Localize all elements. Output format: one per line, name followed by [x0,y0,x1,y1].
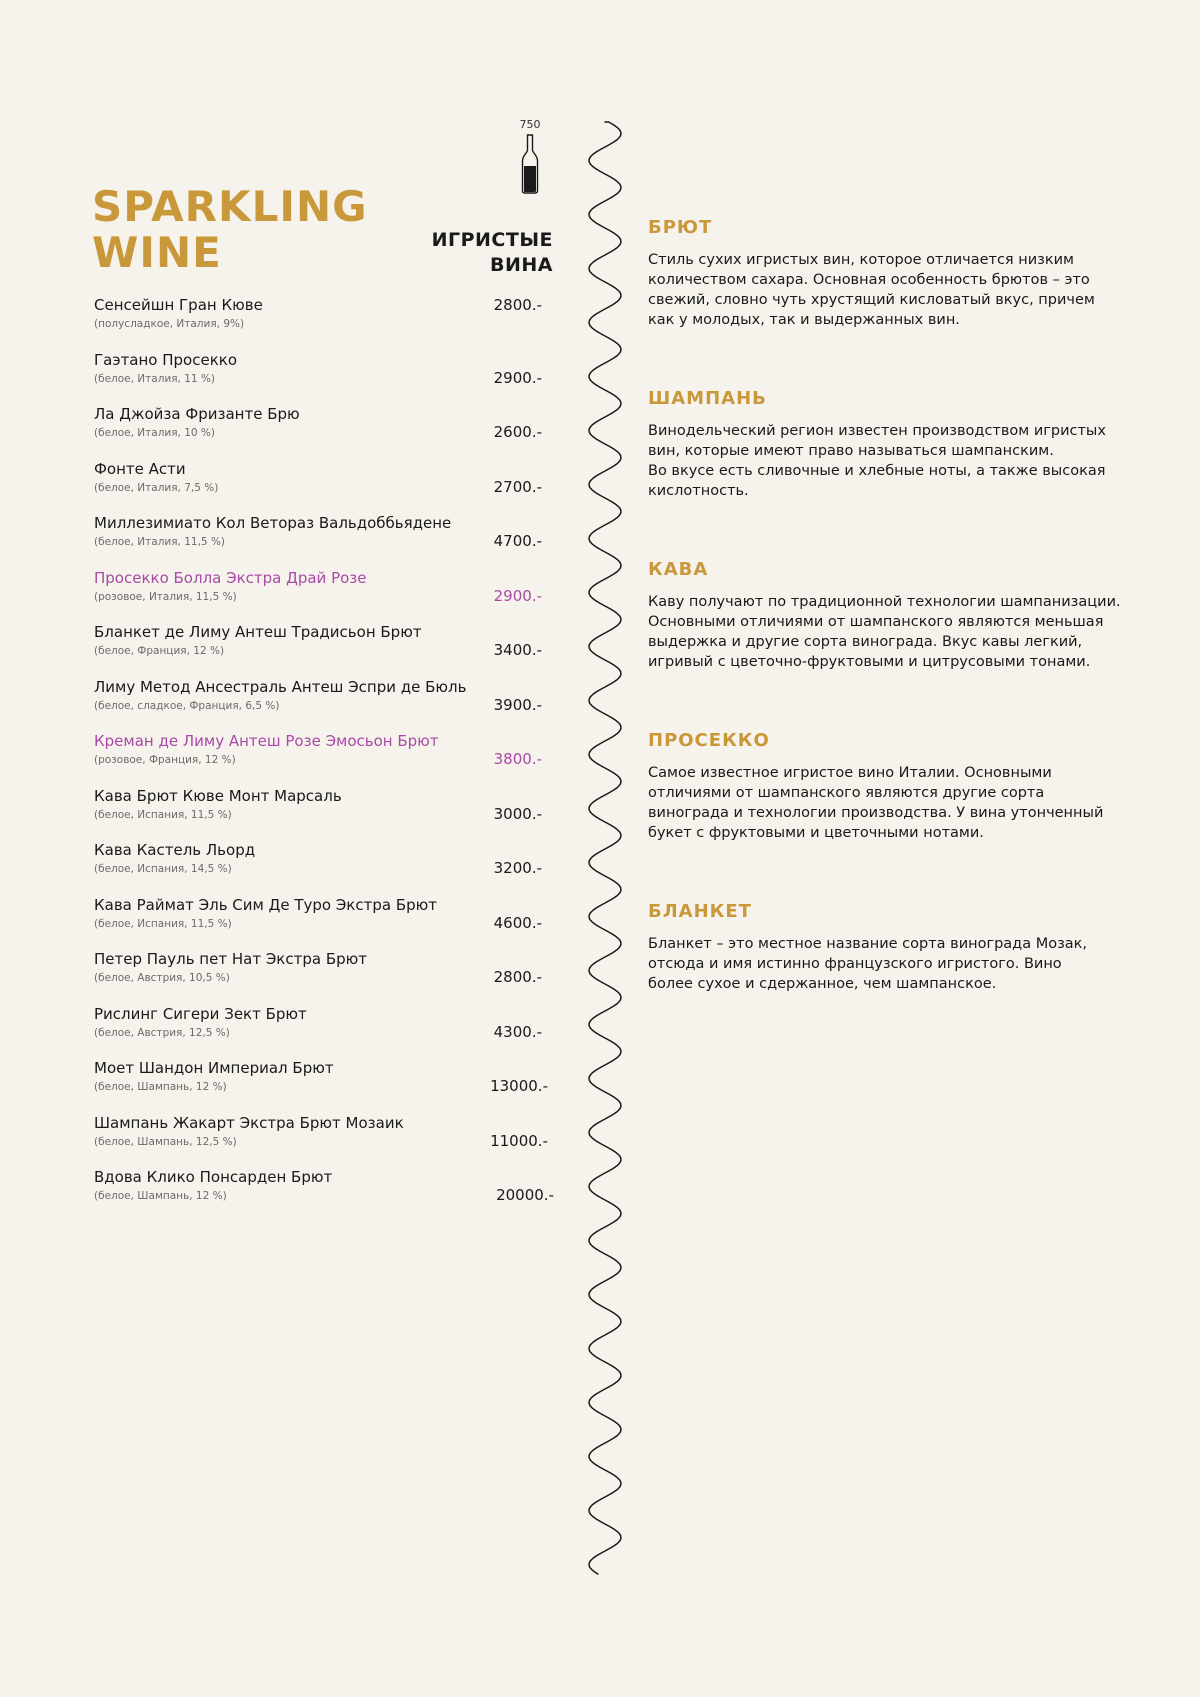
wine-name: Шампань Жакарт Экстра Брют Мозаик [94,1113,404,1132]
wine-price: 2900.- [493,586,542,605]
wine-details: (белое, Италия, 11 %) [94,372,216,385]
description-line: вин, которые имеют право называться шампанским. [648,443,1054,459]
section-description [648,592,1138,672]
wine-details: (полусладкое, Италия, 9%) [94,318,245,330]
section-title: ШАМПАНЬ [648,388,767,409]
wine-item [94,1114,564,1169]
description-line: винограда и технологии производства. У вина утонченный [648,805,1104,821]
section-title: БРЮТ [648,217,713,238]
wine-item [94,405,564,460]
wine-details: (белое, Австрия, 12,5 %) [94,1026,230,1039]
wine-details: (белое, Испания, 14,5 %) [94,863,232,875]
wine-item [94,1168,564,1223]
section-description [648,421,1138,501]
description-line: кислотность. [648,483,749,499]
section-champagne [648,387,1138,501]
wine-details: (белое, Италия, 11,5 %) [94,536,226,548]
wine-price: 4300.- [493,1022,542,1041]
wine-name: Вдова Клико Понсарден Брют [94,1168,333,1186]
wine-name: Кава Брют Кюве Монт Марсаль [94,786,342,805]
wine-price: 4700.- [493,532,542,550]
wine-name: Сенсейшн Гран Кюве [94,296,263,314]
section-blanquette [648,900,1138,994]
wine-price: 11000.- [490,1131,548,1150]
wine-item [94,296,564,351]
wine-details: (белое, сладкое, Франция, 6,5 %) [94,699,280,712]
wine-details: (розовое, Италия, 11,5 %) [94,590,237,603]
description-line: отсюда и имя истинно французского игристого. Вино [648,956,1062,972]
wine-styles-info [648,216,1138,1051]
description-line: Самое известное игристое вино Италии. Основными [648,765,1052,781]
description-line: Каву получают по традиционной технологии шампанизации. [648,594,1121,610]
wine-item [94,623,564,678]
wine-item [94,678,564,733]
description-line: Винодельческий регион известен производством игристых [648,423,1106,439]
wine-name: Рислинг Сигери Зект Брют [94,1004,307,1023]
description-line: свежий, словно чуть хрустящий кисловатый вкус, причем [648,292,1095,308]
wine-price: 2700.- [493,477,542,496]
wine-price: 2600.- [493,423,542,441]
russian-title [432,228,553,278]
description-line: Во вкусе есть сливочные и хлебные ноты, а также высокая [648,463,1106,479]
wine-price: 3000.- [493,804,542,823]
wine-name: Ла Джойза Фризанте Брю [94,405,300,423]
wine-details: (белое, Испания, 11,5 %) [94,808,232,821]
wine-name: Фонте Асти [94,459,186,478]
description-line: количеством сахара. Основная особенность брютов – это [648,272,1090,288]
wine-details: (белое, Испания, 11,5 %) [94,917,232,930]
description-line: выдержка и другие сорта винограда. Вкус кавы легкий, [648,634,1083,650]
section-description [648,934,1138,994]
section-title: ПРОСЕККО [648,730,770,751]
wine-name: Кава Раймат Эль Сим Де Туро Экстра Брют [94,895,438,914]
description-line: игривый с цветочно-фруктовыми и цитрусовыми тонами. [648,654,1091,670]
title-line-1: SPARKLING [92,182,368,231]
description-line: отличиями от шампанского являются другие сорта [648,785,1045,801]
wine-item [94,896,564,951]
wine-price: 3900.- [493,695,542,714]
wine-name: Петер Пауль пет Нат Экстра Брют [94,950,368,968]
wine-details: (розовое, Франция, 12 %) [94,754,236,766]
wine-details: (белое, Италия, 7,5 %) [94,481,219,494]
description-line: Стиль сухих игристых вин, которое отличается низким [648,252,1074,268]
wine-item [94,1059,564,1114]
bottle-volume-label: 750 [519,118,541,131]
wine-item [94,569,564,624]
wine-item [94,1005,564,1060]
wine-details: (белое, Италия, 10 %) [94,427,216,439]
title-line-2: WINE [92,228,222,277]
section-title: КАВА [648,559,709,580]
section-description [648,250,1138,330]
wine-item [94,514,564,569]
wine-name: Гаэтано Просекко [94,350,238,369]
description-line: как у молодых, так и выдержанных вин. [648,312,960,328]
wine-item [94,351,564,406]
wine-details: (белое, Шампань, 12,5 %) [94,1135,237,1148]
wine-list [94,296,564,1223]
wine-price: 4600.- [493,913,542,932]
page-title [92,184,368,276]
wine-price: 3400.- [493,641,542,659]
section-cava [648,558,1138,672]
description-line: букет с фруктовыми и цветочными нотами. [648,825,984,841]
wine-name: Кава Кастель Льорд [94,841,256,859]
wine-details: (белое, Шампань, 12 %) [94,1081,227,1093]
wine-price: 20000.- [496,1186,554,1204]
wine-name: Моет Шандон Империал Брют [94,1059,334,1077]
wine-item [94,950,564,1005]
wine-name: Бланкет де Лиму Антеш Традисьон Брют [94,623,422,641]
wine-price: 13000.- [490,1077,548,1095]
description-line: Основными отличиями от шампанского являются меньшая [648,614,1104,630]
wine-name: Просекко Болла Экстра Драй Розе [94,568,367,587]
section-description [648,763,1138,843]
wine-details: (белое, Франция, 12 %) [94,645,225,657]
wine-price: 2900.- [493,368,542,387]
wine-price: 3800.- [493,750,542,768]
description-line: более сухое и сдержанное, чем шампанское. [648,976,997,992]
wine-item [94,841,564,896]
wine-item [94,732,564,787]
wine-name: Креман де Лиму Антеш Розе Эмосьон Брют [94,732,439,750]
wine-name: Лиму Метод Ансестраль Антеш Эспри де Бюль [94,677,467,696]
section-title: БЛАНКЕТ [648,901,752,922]
description-line: Бланкет – это местное название сорта винограда Мозак, [648,936,1088,952]
section-brut [648,216,1138,330]
wine-details: (белое, Австрия, 10,5 %) [94,972,230,984]
wine-price: 2800.- [493,968,542,986]
wine-name: Миллезимиато Кол Ветораз Вальдоббьядене [94,514,452,532]
wine-item [94,787,564,842]
wine-price: 2800.- [493,296,542,314]
wine-item [94,460,564,515]
wavy-divider-line [585,120,625,1580]
wine-bottle-icon [520,134,540,194]
wine-details: (белое, Шампань, 12 %) [94,1190,227,1202]
section-prosecco [648,729,1138,843]
bottle-header [505,118,555,194]
ru-title-line-2: ВИНА [490,254,553,276]
ru-title-line-1: ИГРИСТЫЕ [431,229,553,251]
wine-price: 3200.- [493,859,542,877]
